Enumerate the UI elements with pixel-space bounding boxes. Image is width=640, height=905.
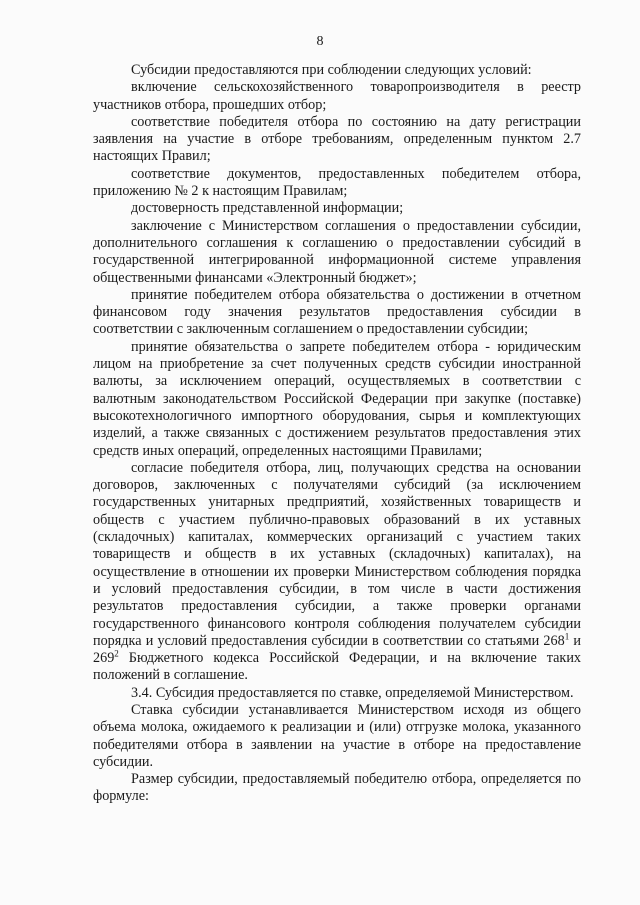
page-number: 8 xyxy=(316,34,324,49)
paragraph-condition-obligation-results: принятие победителем отбора обязательства о достижении в отчетном финансовом году значения результатов предоставления субсидии в соответствии с заключенным соглашением о предоставлении субсидии; xyxy=(93,286,581,338)
article-superscript-2: 2 xyxy=(114,648,119,659)
paragraph-condition-consent xyxy=(93,460,581,685)
consent-text-part-3: Бюджетного кодекса Российской Федерации, и на включение таких положений в соглашение. xyxy=(93,650,581,684)
paragraph-condition-reliability: достоверность представленной информации; xyxy=(131,200,404,217)
consent-text-part-1: согласие победителя отбора, лиц, получающих средства на основании договоров, заключенных с получателями субсидий (за исключением государственных унитарных предприятий, хозяйственных товариществ и обществ с участием публично-правовых образований в их уставных (складочных) капиталах, коммерческих организаций с участием таких товариществ и обществ в их уставных (складочных) капиталах), на осуществление в отношении их проверки Министерством соблюдения порядка и условий предоставления субсидии, в том числе в части достижения результатов предоставления субсидии, а также проверки органами государственного финансового контроля соблюдения получателем субсидии порядка и условий предоставления субсидии в соответствии со статьями 268 xyxy=(93,459,581,649)
paragraph-condition-registry: включение сельскохозяйственного товаропроизводителя в реестр участников отбора, прошедших отбор; xyxy=(93,79,581,113)
paragraph-condition-requirements: соответствие победителя отбора по состоянию на дату регистрации заявления на участие в отборе требованиям, определенным пунктом 2.7 настоящих Правил; xyxy=(93,113,581,165)
article-superscript-1: 1 xyxy=(564,631,570,642)
paragraph-rate-basis: Ставка субсидии устанавливается Министерством исходя из общего объема молока, ожидаемого к реализации и (или) отгрузке молока, указанного победителями отбора в заявлении на участие в отборе на предоставление субсидии. xyxy=(93,701,581,770)
paragraph-conditions-intro: Субсидии предоставляются при соблюдении следующих условий: xyxy=(131,62,532,78)
paragraph-condition-documents: соответствие документов, предоставленных победителем отбора, приложению № 2 к настоящим Правилам; xyxy=(93,165,581,200)
consent-text-part-2: и 269 xyxy=(93,632,582,667)
paragraph-3-4-rate: 3.4. Субсидия предоставляется по ставке, определяемой Министерством. xyxy=(131,684,574,701)
paragraph-condition-currency-ban: принятие обязательства о запрете победителем отбора - юридическим лицом на приобретение за счет полученных средств субсидии иностранной валюты, за исключением операций, осуществляемых в соответствии с валютным законодательством Российской Федерации при закупке (поставке) высокотехнологичного импортного оборудования, сырья и комплектующих изделий, а также связанных с достижением результатов предоставления этих средств иных операций, определенных настоящими Правилами; xyxy=(93,338,581,459)
paragraph-formula-intro: Размер субсидии, предоставляемый победителю отбора, определяется по формуле: xyxy=(93,771,581,805)
document-body xyxy=(93,62,581,806)
paragraph-condition-agreement: заключение с Министерством соглашения о предоставлении субсидии, дополнительного соглашения к соглашению о предоставлении субсидий в государственной интегрированной информационной системе управления общественными финансами «Электронный бюджет»; xyxy=(93,217,581,286)
